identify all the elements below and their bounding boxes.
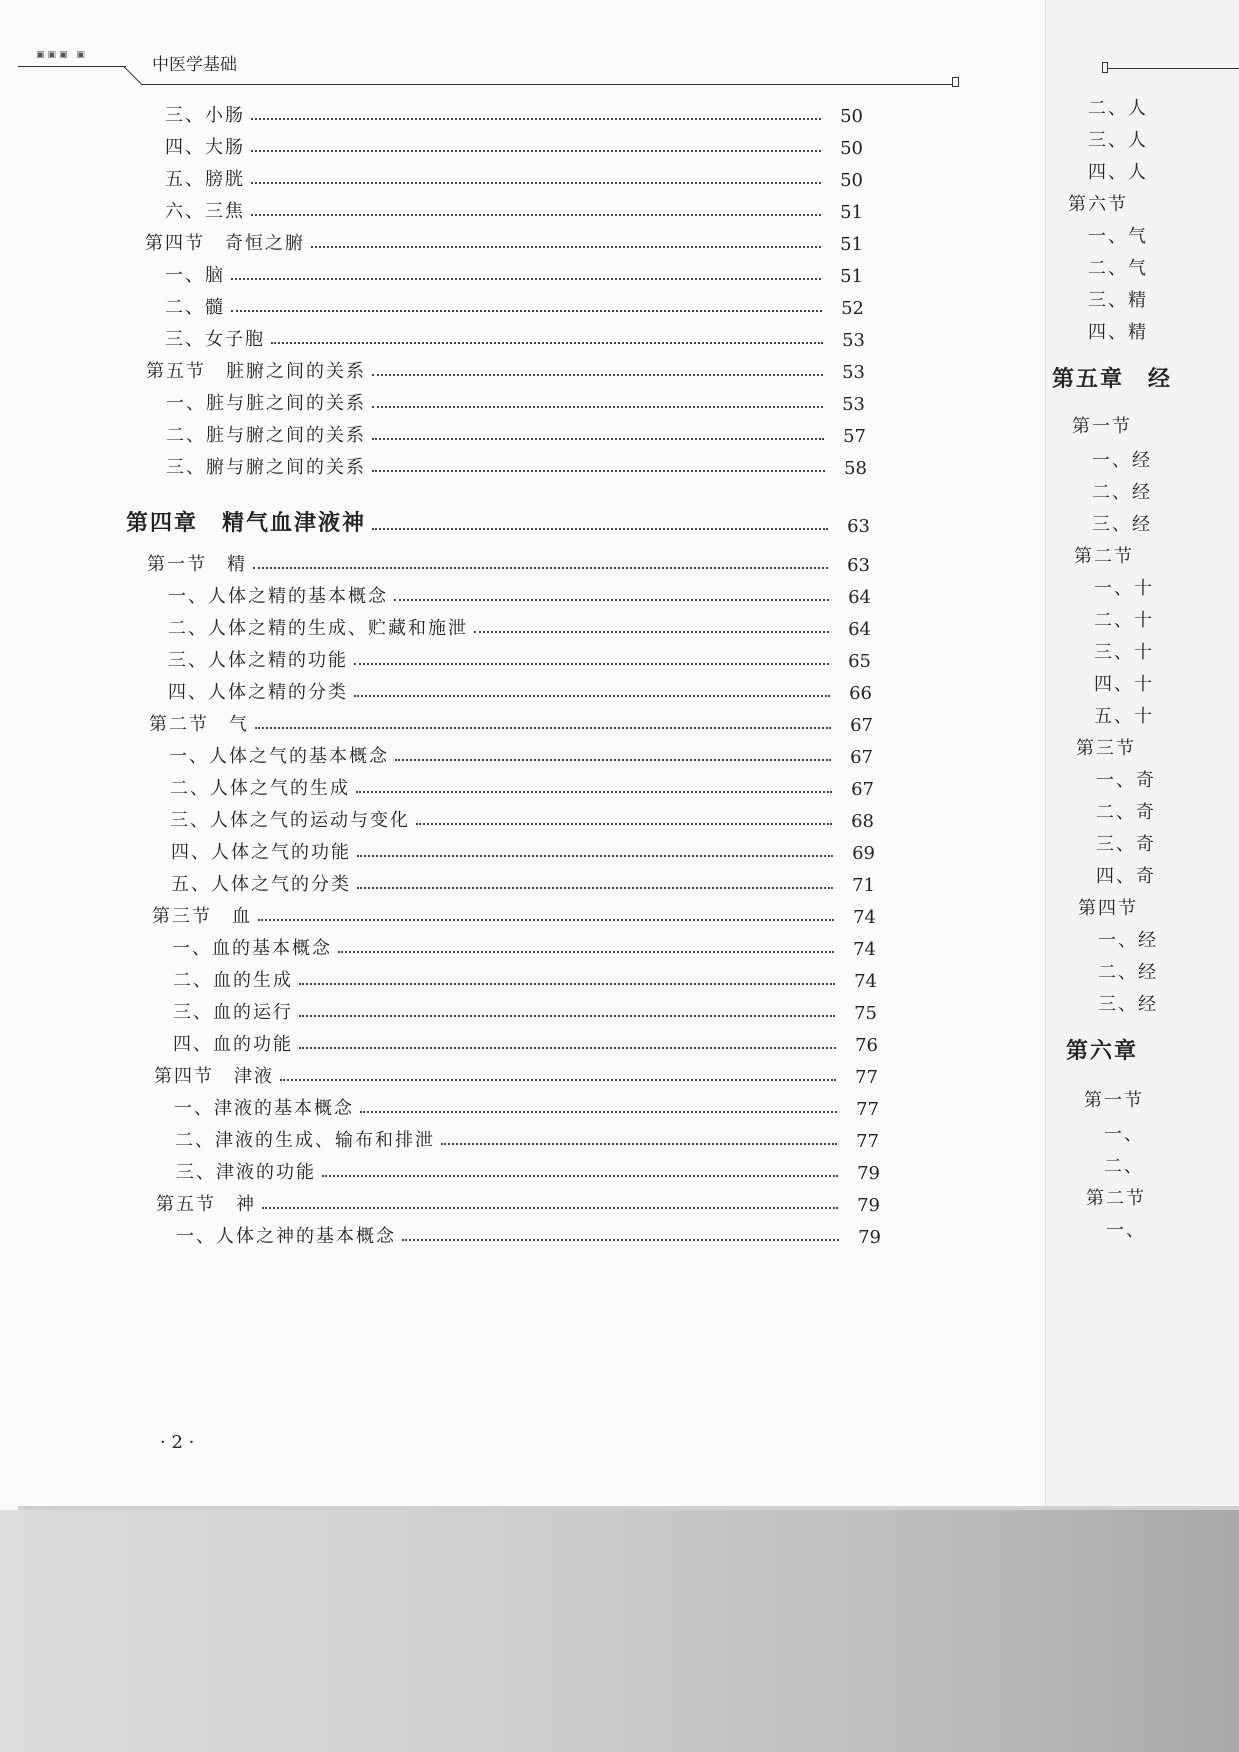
toc-section-title: 第三节 血 — [152, 906, 252, 927]
toc-leader-dots — [357, 887, 833, 889]
toc-entry[interactable] — [169, 738, 873, 768]
toc-leader-dots — [474, 631, 829, 633]
toc-entry-page: 71 — [852, 875, 875, 896]
toc-entry-title: 二、人体之精的生成、贮藏和施泄 — [168, 618, 468, 639]
toc-entry-page: 67 — [850, 715, 873, 736]
toc-entry-title: 二、脏与腑之间的关系 — [166, 425, 366, 446]
toc-chapter-fragment: 第五章 经 — [1052, 366, 1173, 392]
toc-entry-page: 68 — [851, 811, 874, 832]
toc-entry-title: 三、小肠 — [165, 105, 245, 126]
toc-section-fragment: 第三节 — [1076, 738, 1136, 759]
header-decoration: ▣▣▣ ▣ — [36, 50, 88, 60]
toc-entry-page: 75 — [854, 1003, 877, 1024]
toc-entry[interactable] — [171, 834, 875, 864]
toc-entry-fragment: 一、 — [1106, 1220, 1146, 1241]
toc-entry-page: 64 — [848, 587, 871, 608]
toc-entry-page: 67 — [851, 779, 874, 800]
toc-section-fragment: 第一节 — [1072, 416, 1132, 437]
toc-entry-page: 69 — [852, 843, 875, 864]
toc-entry[interactable] — [171, 866, 875, 896]
toc-chapter[interactable] — [126, 501, 870, 537]
toc-leader-dots — [372, 406, 823, 408]
toc-entry[interactable] — [170, 770, 874, 800]
toc-entry-page: 63 — [847, 555, 870, 576]
toc-leader-dots — [231, 310, 822, 312]
toc-leader-dots — [299, 1015, 835, 1017]
toc-leader-dots — [357, 855, 833, 857]
toc-entry-fragment: 二、 — [1104, 1156, 1144, 1177]
toc-entry[interactable] — [165, 321, 865, 351]
toc-leader-dots — [372, 470, 825, 472]
toc-section[interactable] — [156, 1186, 880, 1216]
toc-entry-page: 50 — [840, 138, 863, 159]
toc-entry[interactable] — [165, 129, 863, 159]
toc-entry-title: 六、三焦 — [165, 201, 245, 222]
toc-chapter-fragment: 第六章 — [1066, 1038, 1139, 1064]
toc-entry-title: 四、人体之气的功能 — [171, 842, 351, 863]
toc-entry[interactable] — [165, 193, 863, 223]
toc-entry-title: 五、膀胱 — [165, 169, 245, 190]
toc-entry-fragment: 一、 — [1104, 1124, 1144, 1145]
toc-entry-page: 53 — [842, 362, 865, 383]
toc-leader-dots — [441, 1143, 837, 1145]
toc-entry-page: 63 — [847, 516, 870, 537]
toc-section[interactable] — [152, 898, 876, 928]
toc-leader-dots — [338, 951, 834, 953]
toc-entry-title: 一、脑 — [165, 265, 225, 286]
toc-entry-fragment: 三、精 — [1088, 290, 1148, 311]
toc-entry[interactable] — [174, 1090, 879, 1120]
toc-chapter-title: 第四章 精气血津液神 — [126, 510, 367, 536]
toc-leader-dots — [253, 567, 828, 569]
toc-entry-title: 二、人体之气的生成 — [170, 778, 350, 799]
toc-entry-page: 77 — [855, 1067, 878, 1088]
toc-entry[interactable] — [168, 610, 871, 640]
toc-entry-fragment: 一、经 — [1092, 450, 1152, 471]
toc-leader-dots — [251, 182, 821, 184]
toc-entry-title: 一、津液的基本概念 — [174, 1098, 354, 1119]
toc-entry-fragment: 二、经 — [1098, 962, 1158, 983]
toc-section-fragment: 第四节 — [1078, 898, 1138, 919]
toc-entry-fragment: 一、经 — [1098, 930, 1158, 951]
toc-leader-dots — [360, 1111, 837, 1113]
toc-entry-page: 51 — [840, 234, 863, 255]
toc-entry-page: 50 — [840, 170, 863, 191]
toc-entry-page: 51 — [840, 202, 863, 223]
toc-leader-dots — [299, 1047, 836, 1049]
toc-entry-page: 76 — [855, 1035, 878, 1056]
toc-leader-dots — [311, 246, 821, 248]
toc-entry-fragment: 一、奇 — [1096, 770, 1156, 791]
toc-entry-fragment: 一、气 — [1088, 226, 1148, 247]
toc-entry[interactable] — [168, 642, 871, 672]
toc-entry-fragment: 四、人 — [1088, 162, 1148, 183]
toc-entry-page: 65 — [848, 651, 871, 672]
toc-leader-dots — [372, 438, 824, 440]
toc-leader-dots — [356, 791, 832, 793]
toc-leader-dots — [354, 695, 830, 697]
toc-section-title: 第五节 脏腑之间的关系 — [146, 361, 366, 382]
toc-entry-page: 51 — [840, 266, 863, 287]
toc-entry-fragment: 二、经 — [1092, 482, 1152, 503]
toc-entry-title: 三、血的运行 — [173, 1002, 293, 1023]
toc-entry-title: 四、人体之精的分类 — [168, 682, 348, 703]
toc-entry-title: 三、女子胞 — [165, 329, 265, 350]
toc-entry-fragment: 二、十 — [1094, 610, 1154, 631]
toc-leader-dots — [354, 663, 829, 665]
header-rule-bend — [123, 66, 142, 85]
toc-entry-page: 50 — [840, 106, 863, 127]
toc-entry-title: 四、大肠 — [165, 137, 245, 158]
toc-leader-dots — [372, 528, 828, 530]
toc-entry-title: 一、人体之精的基本概念 — [168, 586, 388, 607]
toc-entry[interactable] — [165, 97, 863, 127]
toc-leader-dots — [231, 278, 821, 280]
toc-entry-fragment: 一、十 — [1094, 578, 1154, 599]
toc-section-title: 第二节 气 — [149, 714, 249, 735]
toc-section-fragment: 第六节 — [1068, 194, 1128, 215]
toc-entry[interactable] — [166, 385, 865, 415]
header-rule-long — [142, 84, 952, 85]
scanner-shadow-area — [0, 1510, 1239, 1752]
toc-entry-title: 三、腑与腑之间的关系 — [166, 457, 366, 478]
toc-leader-dots — [255, 727, 831, 729]
toc-entry-fragment: 三、人 — [1088, 130, 1148, 151]
header-rule — [18, 66, 126, 67]
toc-entry[interactable] — [165, 161, 863, 191]
toc-leader-dots — [299, 983, 835, 985]
toc-entry-fragment: 三、经 — [1098, 994, 1158, 1015]
toc-entry[interactable] — [173, 962, 877, 992]
toc-leader-dots — [251, 118, 821, 120]
toc-entry-title: 一、脏与脏之间的关系 — [166, 393, 366, 414]
toc-entry-fragment: 四、精 — [1088, 322, 1148, 343]
toc-entry-page: 67 — [850, 747, 873, 768]
toc-section-title: 第四节 奇恒之腑 — [145, 233, 305, 254]
toc-entry-title: 一、人体之神的基本概念 — [176, 1226, 396, 1247]
toc-leader-dots — [402, 1239, 839, 1241]
toc-entry-page: 74 — [853, 939, 876, 960]
toc-entry[interactable] — [172, 930, 876, 960]
toc-entry-title: 三、人体之精的功能 — [168, 650, 348, 671]
toc-section[interactable] — [149, 706, 873, 736]
toc-entry-fragment: 四、奇 — [1096, 866, 1156, 887]
toc-entry[interactable] — [170, 802, 874, 832]
toc-entry[interactable] — [166, 449, 867, 479]
header-rule — [1108, 68, 1239, 69]
toc-entry-fragment: 三、经 — [1092, 514, 1152, 535]
toc-section[interactable] — [154, 1058, 878, 1088]
toc-section[interactable] — [146, 353, 865, 383]
toc-entry[interactable] — [168, 674, 872, 704]
toc-entry-fragment: 五、十 — [1094, 706, 1154, 727]
toc-section-fragment: 第一节 — [1084, 1090, 1144, 1111]
toc-entry[interactable] — [165, 257, 863, 287]
toc-entry[interactable] — [165, 289, 864, 319]
toc-entry-title: 三、人体之气的运动与变化 — [170, 810, 410, 831]
toc-entry-title: 三、津液的功能 — [176, 1162, 316, 1183]
toc-leader-dots — [280, 1079, 836, 1081]
toc-entry[interactable] — [176, 1218, 881, 1248]
toc-section-title: 第五节 神 — [156, 1194, 256, 1215]
toc-entry-page: 79 — [857, 1195, 880, 1216]
toc-entry-title: 五、人体之气的分类 — [171, 874, 351, 895]
toc-entry-page: 66 — [849, 683, 872, 704]
toc-leader-dots — [372, 374, 823, 376]
toc-entry[interactable] — [173, 1026, 878, 1056]
toc-entry[interactable] — [173, 994, 877, 1024]
toc-entry-title: 二、津液的生成、输布和排泄 — [175, 1130, 435, 1151]
toc-section-fragment: 第二节 — [1086, 1188, 1146, 1209]
toc-entry-page: 77 — [856, 1131, 879, 1152]
header-rule-end-mark — [952, 77, 959, 87]
toc-entry-page: 53 — [842, 330, 865, 351]
toc-section-title: 第四节 津液 — [154, 1066, 274, 1087]
toc-entry-page: 79 — [858, 1227, 881, 1248]
toc-leader-dots — [251, 150, 821, 152]
toc-entry-title: 四、血的功能 — [173, 1034, 293, 1055]
right-page-cropped — [1045, 0, 1239, 1510]
toc-section[interactable] — [145, 225, 863, 255]
toc-leader-dots — [394, 599, 829, 601]
toc-entry-page: 77 — [856, 1099, 879, 1120]
toc-section-title: 第一节 精 — [147, 554, 247, 575]
toc-leader-dots — [322, 1175, 838, 1177]
toc-entry-fragment: 二、奇 — [1096, 802, 1156, 823]
toc-entry-page: 57 — [843, 426, 866, 447]
toc-entry-title: 二、髓 — [165, 297, 225, 318]
toc-leader-dots — [416, 823, 832, 825]
toc-entry-title: 一、人体之气的基本概念 — [169, 746, 389, 767]
toc-section[interactable] — [147, 546, 870, 576]
toc-entry-page: 64 — [848, 619, 871, 640]
toc-entry[interactable] — [176, 1154, 880, 1184]
toc-entry-fragment: 三、十 — [1094, 642, 1154, 663]
running-header-title: 中医学基础 — [152, 55, 237, 75]
toc-entry[interactable] — [175, 1122, 879, 1152]
toc-entry-page: 52 — [841, 298, 864, 319]
toc-leader-dots — [258, 919, 834, 921]
toc-entry-title: 一、血的基本概念 — [172, 938, 332, 959]
toc-entry[interactable] — [166, 417, 866, 447]
toc-leader-dots — [262, 1207, 838, 1209]
toc-entry-fragment: 二、气 — [1088, 258, 1148, 279]
toc-entry-title: 二、血的生成 — [173, 970, 293, 991]
toc-entry-fragment: 二、人 — [1088, 98, 1148, 119]
toc-entry-page: 79 — [857, 1163, 880, 1184]
page-number: · 2 · — [160, 1432, 195, 1453]
toc-entry-fragment: 四、十 — [1094, 674, 1154, 695]
toc-entry-page: 74 — [854, 971, 877, 992]
toc-entry-fragment: 三、奇 — [1096, 834, 1156, 855]
toc-leader-dots — [395, 759, 831, 761]
toc-leader-dots — [271, 342, 823, 344]
toc-leader-dots — [251, 214, 821, 216]
toc-section-fragment: 第二节 — [1074, 546, 1134, 567]
toc-entry-page: 53 — [842, 394, 865, 415]
toc-entry[interactable] — [168, 578, 871, 608]
toc-entry-page: 74 — [853, 907, 876, 928]
toc-entry-page: 58 — [844, 458, 867, 479]
